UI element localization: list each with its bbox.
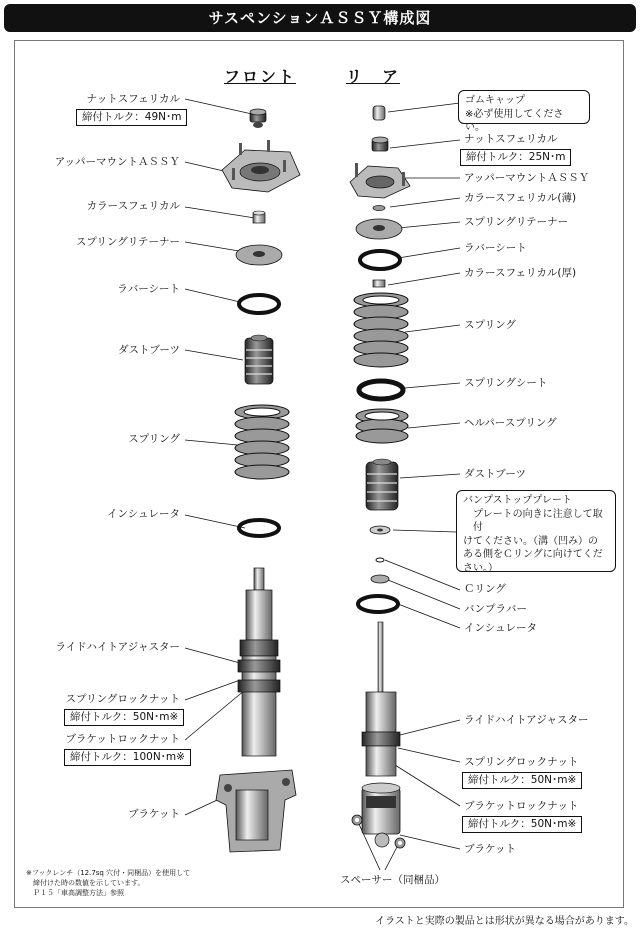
front-dust-boot-label: ダストブーツ (118, 344, 180, 356)
rear-spring (354, 293, 408, 367)
rear-retainer-label: スプリングリテーナー (464, 216, 569, 228)
rear-bump-plate (370, 526, 390, 534)
front-upper-mount (222, 140, 300, 192)
rear-collar-thin (373, 206, 385, 211)
rear-insulator-label: インシュレータ (464, 622, 538, 634)
footnote-1: ※フックレンチ（12.7sq 穴付・同梱品）を使用して (26, 869, 191, 877)
rear-collar-thick (373, 280, 385, 287)
front-spring-lock-torque: 締付トルク：50N･m※ (64, 709, 184, 726)
front-spring-retainer (236, 245, 282, 265)
rear-rubber-cap (373, 106, 385, 120)
rear-rubber-cap-label: ゴムキャップ (465, 95, 525, 106)
rear-dust-boot (366, 459, 398, 510)
footnote-3: Ｐ１５「車高調整方法」参照 (26, 889, 124, 897)
rear-damper (362, 622, 400, 776)
front-header: フロント (224, 67, 297, 86)
front-upper-mount-label: アッパーマウントＡＳＳＹ (54, 156, 180, 168)
front-bracket-lock-label: ブラケットロックナット (65, 733, 180, 745)
front-rubber-seat (239, 295, 279, 313)
front-retainer-label: スプリングリテーナー (75, 236, 180, 248)
rear-dust-boot-label: ダストブーツ (464, 468, 526, 480)
front-rubber-seat-label: ラバーシート (117, 283, 180, 295)
rear-helper-spring-label: ヘルパースプリング (464, 417, 557, 429)
rear-spring-lock-torque: 締付トルク：50N･m※ (462, 772, 582, 789)
rear-bump-plate-note-2: けてください。（溝（凹み）の (463, 535, 598, 547)
rear-upper-mount (350, 163, 410, 198)
rear-spacer-label: スペーサー（同梱品） (340, 874, 445, 886)
front-spring-lock-label: スプリングロックナット (65, 693, 180, 705)
rear-bracket-lock-label: ブラケットロックナット (464, 800, 579, 812)
front-collar-label: カラースフェリカル (86, 200, 180, 212)
rear-bump-plate-note-3: ある側をＣリングに向けてくだ (463, 549, 603, 560)
rear-bump-plate-note-box (456, 490, 616, 572)
rear-spring-label: スプリング (464, 319, 516, 331)
front-spring-label: スプリング (128, 433, 180, 445)
front-damper (238, 568, 280, 756)
rear-bump-plate-note-1: プレートの向きに注意して取付 (473, 508, 603, 533)
front-collar (253, 211, 265, 223)
page-title: サスペンションＡＳＳＹ構成図 (4, 4, 636, 32)
rear-helper-spring (356, 409, 408, 443)
rear-spring-lock-label: スプリングロックナット (464, 756, 579, 768)
rear-c-ring (376, 558, 384, 562)
rear-bump-rubber-label: バンプラバー (464, 603, 527, 615)
rear-ride-height-label: ライドハイトアジャスター (464, 714, 589, 726)
rear-rubber-cap-note-box (458, 90, 590, 133)
rear-upper-mount-label: アッパーマウントＡＳＳＹ (464, 172, 590, 184)
front-ride-height-label: ライドハイトアジャスター (55, 641, 180, 653)
rear-rubber-seat-label: ラバーシート (464, 242, 527, 254)
rear-spring-seat (359, 381, 403, 399)
rear-bracket-lock-torque: 締付トルク：50N･m※ (462, 816, 582, 833)
leader-lines (185, 99, 460, 870)
rear-header: リ ア (346, 67, 401, 86)
front-nut-spherical (250, 109, 266, 128)
front-bracket (216, 770, 296, 852)
front-bracket-label: ブラケット (128, 808, 180, 820)
front-bracket-lock-torque: 締付トルク：100N･m※ (64, 749, 191, 766)
front-nut-label: ナットスフェリカル (86, 93, 180, 105)
rear-spring-seat-label: スプリングシート (464, 377, 548, 389)
rear-nut-spherical (372, 137, 388, 151)
rear-rubber-seat (360, 251, 400, 269)
disclaimer: イラストと実際の製品とは形状が異なる場合があります。 (375, 916, 634, 927)
front-insulator-label: インシュレータ (106, 508, 180, 520)
rear-bracket-label: ブラケット (464, 843, 516, 855)
rear-bracket (362, 783, 400, 847)
rear-spring-retainer (356, 219, 402, 239)
rear-nut-label: ナットスフェリカル (464, 133, 558, 145)
front-dust-boot (245, 335, 273, 384)
rear-bump-plate-label: バンプストッププレート (463, 495, 572, 506)
rear-bump-plate-note-4: さい。） (463, 562, 498, 574)
rear-insulator (358, 596, 398, 612)
rear-c-ring-label: Ｃリング (464, 583, 506, 595)
rear-collar-thin-label: カラースフェリカル(薄) (464, 192, 577, 204)
rear-nut-torque: 締付トルク：25N･m (460, 149, 571, 166)
front-nut-torque: 締付トルク：49N･m (76, 109, 187, 126)
rear-rubber-cap-note: ※必ず使用してください。 (465, 108, 564, 133)
rear-bump-rubber (371, 575, 389, 583)
footnote-2: 締付けた時の数値を示しています。 (26, 879, 145, 887)
rear-collar-thick-label: カラースフェリカル(厚) (464, 267, 577, 279)
front-spring (235, 405, 289, 479)
